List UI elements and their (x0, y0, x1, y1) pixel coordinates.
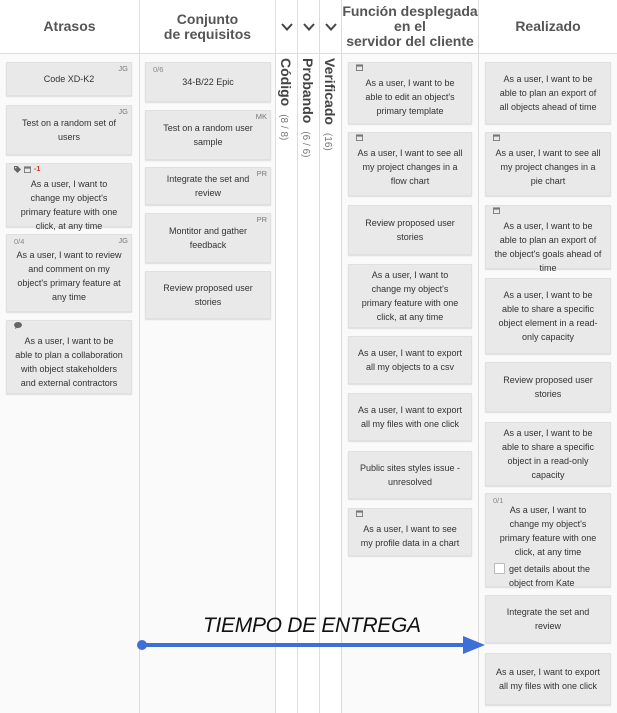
card[interactable] (6, 163, 132, 231)
column-header-conjunto[interactable] (140, 0, 275, 53)
card-title: As a user, I want to export all my files with one click (357, 405, 463, 429)
card[interactable] (6, 234, 132, 312)
collapse-probando-button[interactable] (298, 0, 320, 53)
assignee-initials: JG (118, 107, 128, 116)
card-title: Test on a random user sample (163, 123, 253, 147)
card-icons (493, 207, 500, 214)
card[interactable] (485, 62, 611, 124)
card-title: As a user, I want to change my object's primary feature with one click, at any time (361, 270, 459, 322)
card-title: As a user, I want to be able to share a specific object element in a read-only capacity (498, 290, 598, 342)
assignee-initials: PR (256, 169, 267, 178)
column-count: (8 / 8) (278, 114, 289, 141)
column-count: (16) (322, 132, 333, 151)
card[interactable] (348, 62, 472, 124)
card-icons (14, 322, 22, 329)
card[interactable] (145, 110, 271, 160)
card-icons (356, 64, 363, 71)
calendar-icon (356, 510, 363, 517)
column-divider (319, 0, 320, 713)
card-icons (493, 134, 500, 141)
column-title: Verificado (322, 58, 338, 125)
column-divider (341, 0, 342, 713)
column-title: Atrasos (43, 18, 96, 34)
card-title: As a user, I want to see my profile data in a chart (360, 524, 460, 548)
lead-time-label: TIEMPO DE ENTREGA (203, 614, 421, 637)
card-title: As a user, I want to see all my project changes in a flow chart (357, 148, 463, 186)
column-title-line: en el (394, 18, 426, 34)
column-divider (139, 0, 140, 713)
card[interactable] (485, 132, 611, 196)
calendar-icon (356, 64, 363, 71)
card-title: As a user, I want to be able to plan an export of the object's goals ahead of time (494, 221, 602, 273)
card[interactable] (348, 264, 472, 328)
calendar-icon (24, 166, 31, 173)
card[interactable] (348, 336, 472, 384)
card-icons (14, 165, 40, 174)
calendar-icon (356, 134, 363, 141)
column-title-line: Conjunto (176, 10, 239, 27)
card-title: As a user, I want to see all my project changes in a pie chart (495, 148, 601, 186)
card[interactable] (485, 362, 611, 412)
card-title: As a user, I want to change my object's primary feature with one click, at any time (499, 505, 597, 557)
card-title: As a user, I want to be able to share a specific object in a read-only capacity (501, 428, 595, 480)
card-title: Code XD-K2 (43, 74, 95, 84)
card[interactable] (348, 132, 472, 196)
card[interactable] (348, 508, 472, 556)
column-title-line: Función desplegada (342, 3, 478, 19)
card[interactable] (485, 653, 611, 705)
chevron-down-icon (281, 23, 293, 31)
checklist-progress: 0/4 (14, 237, 25, 246)
collapsed-column-codigo[interactable] (278, 58, 294, 140)
card[interactable] (348, 451, 472, 499)
card[interactable] (145, 213, 271, 263)
column-title: Probando (300, 58, 316, 124)
card-title: As a user, I want to export all my objects to a csv (357, 348, 463, 372)
card[interactable] (485, 278, 611, 354)
column-header-atrasos[interactable] (0, 0, 139, 53)
card[interactable] (145, 271, 271, 319)
card-title: Review proposed user stories (503, 375, 593, 399)
card-title: Montitor and gather feedback (168, 226, 248, 250)
collapsed-column-probando[interactable] (300, 58, 316, 157)
card[interactable] (6, 320, 132, 394)
overdue-badge: -1 (34, 166, 41, 173)
column-title: Código (278, 58, 294, 107)
chevron-down-icon (325, 23, 337, 31)
subtask-label: get details about the object from Kate (509, 564, 591, 588)
card-title: Review proposed user stories (365, 218, 455, 242)
card-title: As a user, I want to be able to edit an object's primary template (365, 78, 455, 116)
column-title-line: de requisitos (163, 25, 252, 42)
tag-icon (14, 166, 21, 173)
card-title: As a user, I want to be able to plan a collaboration with object stakeholders and external contractors (15, 336, 123, 388)
column-header-funcion[interactable] (342, 0, 478, 53)
card-title: Integrate the set and review (166, 174, 250, 198)
assignee-initials: JG (118, 64, 128, 73)
column-header-realizado[interactable] (479, 0, 617, 53)
card-title: Review proposed user stories (163, 283, 253, 307)
collapse-codigo-button[interactable] (276, 0, 298, 53)
card-icons (356, 134, 363, 141)
collapsed-column-verificado[interactable] (322, 58, 338, 151)
card[interactable] (485, 493, 611, 587)
assignee-initials: PR (256, 215, 267, 224)
card[interactable] (348, 205, 472, 255)
checklist-progress: 0/1 (493, 496, 504, 505)
card[interactable] (485, 595, 611, 643)
card-title: 34-B/22 Epic (182, 77, 234, 87)
card[interactable] (485, 205, 611, 273)
header-divider (0, 53, 617, 54)
subtask-checkbox[interactable] (494, 563, 505, 574)
column-divider (297, 0, 298, 713)
card-title: As a user, I want to change my object's primary feature with one click, at any time (20, 179, 118, 231)
card-title: Public sites styles issue - unresolved (359, 463, 461, 487)
card[interactable] (145, 62, 271, 102)
card[interactable] (145, 167, 271, 205)
checklist-progress: 0/6 (153, 65, 164, 74)
card-title: As a user, I want to export all my files with one click (495, 667, 601, 691)
column-title: Realizado (515, 18, 581, 34)
subtask-item (494, 562, 602, 590)
card-title: As a user, I want to review and comment on my object's primary feature at any time (16, 250, 122, 302)
chevron-down-icon (303, 23, 315, 31)
column-divider (478, 0, 479, 713)
calendar-icon (493, 207, 500, 214)
card[interactable] (348, 393, 472, 441)
card[interactable] (6, 105, 132, 155)
card-title: Integrate the set and review (506, 607, 590, 631)
comment-icon (14, 322, 22, 329)
assignee-initials: JG (118, 236, 128, 245)
card-title: As a user, I want to be able to plan an export of all objects ahead of time (499, 74, 597, 112)
collapse-verificado-button[interactable] (320, 0, 342, 53)
assignee-initials: MK (255, 112, 267, 121)
column-title-line: servidor del cliente (346, 33, 474, 49)
calendar-icon (493, 134, 500, 141)
column-divider (275, 0, 276, 713)
card[interactable] (485, 422, 611, 486)
column-count: (6 / 6) (300, 131, 311, 158)
card-icons (356, 510, 363, 517)
card-title: Test on a random set of users (21, 118, 117, 142)
lead-time-arrow (135, 634, 487, 656)
card[interactable] (6, 62, 132, 96)
